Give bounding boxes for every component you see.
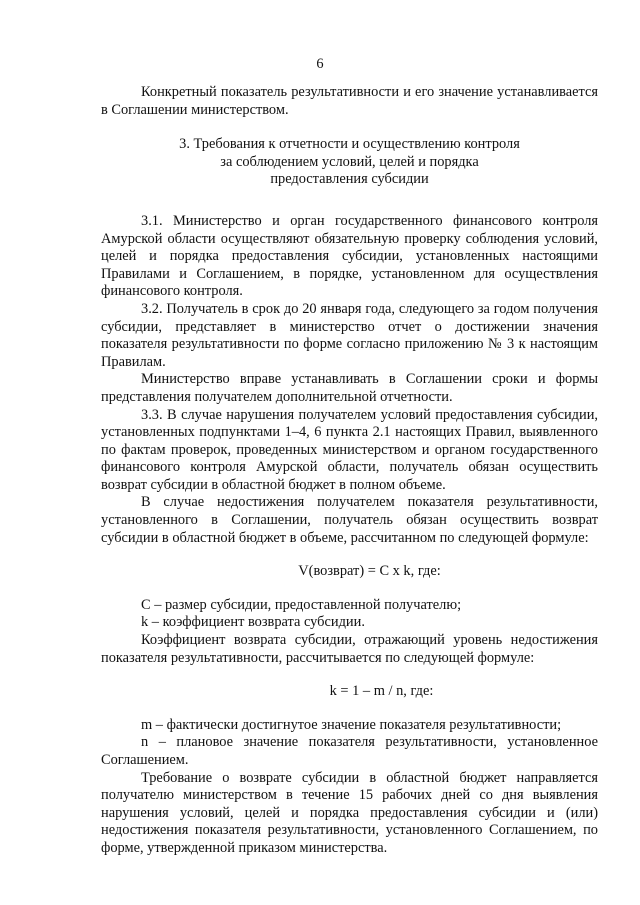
definition-k: k – коэффициент возврата субсидии. — [141, 614, 365, 631]
page-number: 6 — [316, 56, 324, 72]
paragraph-additional-reporting: Министерство вправе устанавливать в Соглашении сроки и формы представления получателем дополнительной отчетности. — [101, 371, 598, 405]
paragraph-3-2: 3.2. Получатель в срок до 20 января года, следующего за годом получения субсидии, представляет в министерство отчет о достижении значения показателя результативности по форме согласно приложению № 3 к настоящим Правилам. — [101, 300, 598, 370]
paragraph-3-1: 3.1. Министерство и орган государственного финансового контроля Амурской области осуществляют обязательную проверку соблюдения условий, целей и порядка предоставления субсидии, установленных настоящими Правилами и Соглашением, в порядке, установленном для осуществления финансового контроля. — [101, 212, 598, 300]
formula-refund: V(возврат) = C x k, где: — [298, 563, 441, 580]
definition-n: n – плановое значение показателя результативности, установленное Соглашением. — [101, 734, 598, 768]
definition-m: m – фактически достигнутое значение показателя результативности; — [141, 716, 562, 733]
section-heading: 3. Требования к отчетности и осуществлению контроля за соблюдением условий, целей и порядка предоставления субсидии — [179, 136, 520, 188]
definition-c: C – размер субсидии, предоставленной получателю; — [141, 596, 462, 613]
paragraph-coefficient: Коэффициент возврата субсидии, отражающий уровень недостижения показателя результативности, рассчитывается по следующей формуле: — [101, 632, 598, 666]
document-body — [101, 84, 598, 858]
paragraph-result-indicator: Конкретный показатель результативности и его значение устанавливается в Соглашении министерством. — [101, 84, 598, 118]
formula-coefficient: k = 1 – m / n, где: — [329, 683, 434, 700]
paragraph-refund-demand: Требование о возврате субсидии в областной бюджет направляется получателю министерством в течение 15 рабочих дней со дня выявления нарушения условий, целей и порядка предоставления субсидии и (или) недостижения показателя результативности, установленного Соглашением, по форме, утвержденной приказом министерства. — [101, 769, 598, 856]
paragraph-3-3: 3.3. В случае нарушения получателем условий предоставления субсидии, установленных подпунктами 1–4, 6 пункта 2.1 настоящих Правил, выявленного по фактам проверок, проведенных министерством и органом государственного финансового контроля Амурской области, получатель обязан осуществить возврат субсидии в областной бюджет в полном объеме. — [101, 406, 598, 493]
paragraph-nonachievement: В случае недостижения получателем показателя результативности, установленного в Соглашении, получатель обязан осуществить возврат субсидии в областной бюджет в объеме, рассчитанном по следующей формуле: — [101, 494, 598, 546]
